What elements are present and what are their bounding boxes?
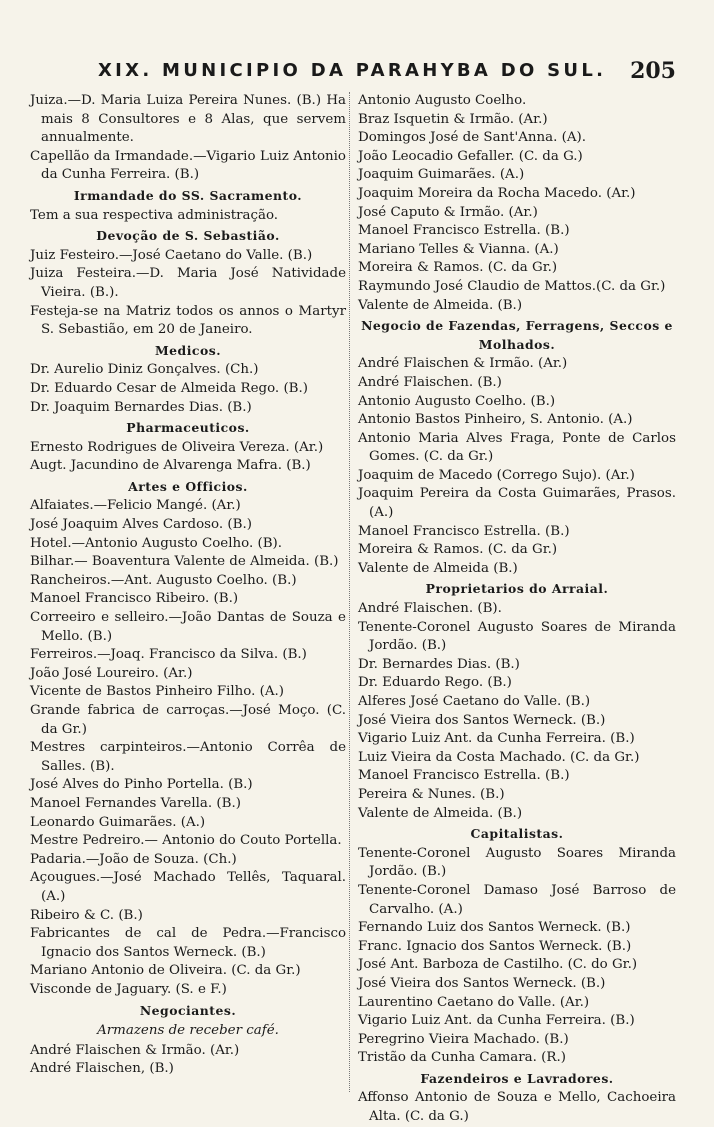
section-heading: Irmandade do SS. Sacramento. (73, 187, 303, 203)
page-header (40, 58, 680, 88)
section-heading: Devoção de S. Sebastião. (96, 228, 280, 244)
directory-entry: Joaquim Pereira da Costa Guimarães, Prasos. (A.) (358, 486, 676, 521)
page-number: 205 (630, 58, 676, 84)
directory-entry: Antonio Augusto Coelho. (B.) (358, 393, 556, 409)
directory-entry: Antonio Maria Alves Fraga, Ponte de Carlos Gomes. (C. da Gr.) (358, 430, 676, 465)
directory-entry: Joaquim Moreira da Rocha Macedo. (Ar.) (358, 185, 636, 201)
directory-entry: Mariano Telles & Vianna. (A.) (358, 241, 559, 257)
directory-entry: Manoel Fernandes Varella. (B.) (30, 795, 241, 811)
directory-entry: Valente de Almeida. (B.) (358, 297, 523, 313)
directory-entry: Moreira & Ramos. (C. da Gr.) (358, 542, 558, 558)
directory-entry: Tenente-Coronel Augusto Soares de Miranda Jordão. (B.) (358, 619, 676, 654)
directory-entry: André Flaischen. (B.) (358, 374, 502, 390)
directory-entry: Dr. Joaquim Bernardes Dias. (B.) (30, 399, 252, 415)
directory-entry: Leonardo Guimarães. (A.) (30, 814, 206, 830)
directory-entry: Correeiro e selleiro.—João Dantas de Souza e Mello. (B.) (30, 610, 346, 644)
directory-entry: Luiz Vieira da Costa Machado. (C. da Gr.) (358, 749, 640, 765)
right-column (358, 92, 676, 1127)
directory-entry: Grande fabrica de carroças.—José Moço. (C. da Gr.) (30, 703, 346, 737)
page-title: XIX. MUNICIPIO DA PARAHYBA DO SUL. (98, 60, 607, 81)
directory-entry: Juiza Festeira.—D. Maria José Natividade Vieira. (B.). (30, 266, 346, 300)
directory-entry: Affonso Antonio de Souza e Mello, Cachoeira Alta. (C. da G.) (358, 1090, 676, 1125)
directory-entry: Domingos José de Sant'Anna. (A). (358, 130, 587, 146)
directory-entry: Mestre Pedreiro.— Antonio do Couto Portella. (30, 833, 342, 849)
directory-entry: Joaquim Guimarães. (A.) (358, 167, 525, 183)
directory-entry: Capellão da Irmandade.—Vigario Luiz Antonio da Cunha Ferreira. (B.) (30, 148, 346, 183)
directory-entry: Tenente-Coronel Damaso José Barroso de Carvalho. (A.) (358, 882, 676, 917)
directory-entry: Augt. Jacundino de Alvarenga Mafra. (B.) (30, 458, 311, 474)
directory-entry: Fernando Luiz dos Santos Werneck. (B.) (358, 920, 631, 936)
section-heading: Artes e Officios. (128, 478, 248, 494)
directory-entry: Bilhar.— Boaventura Valente de Almeida. (B.) (30, 554, 339, 570)
section-heading: Medicos. (154, 342, 222, 358)
section-heading: Proprietarios do Arraial. (425, 581, 609, 597)
directory-entry: Vicente de Bastos Pinheiro Filho. (A.) (30, 684, 285, 700)
section-heading: Negociantes. (139, 1002, 237, 1018)
directory-entry: Antonio Augusto Coelho. (358, 93, 527, 108)
directory-entry: Hotel.—Antonio Augusto Coelho. (B). (30, 535, 283, 551)
directory-entry: Ernesto Rodrigues de Oliveira Vereza. (Ar.) (30, 439, 324, 455)
section-heading: Negocio de Fazendas, Ferragens, Seccos e Molhados. (361, 318, 673, 352)
directory-entry: André Flaischen & Irmão. (Ar.) (358, 356, 568, 372)
directory-entry: Ribeiro & C. (B.) (30, 907, 143, 923)
directory-entry: Joaquim de Macedo (Corrego Sujo). (Ar.) (358, 467, 635, 483)
directory-entry: Dr. Eduardo Cesar de Almeida Rego. (B.) (30, 380, 308, 396)
directory-entry: Alferes José Caetano do Valle. (B.) (358, 694, 591, 709)
directory-entry: Alfaiates.—Felicio Mangé. (Ar.) (30, 498, 241, 514)
directory-entry: Tristão da Cunha Camara. (R.) (358, 1050, 566, 1066)
directory-entry: José Ant. Barboza de Castilho. (C. do Gr.) (358, 957, 638, 973)
directory-entry: Peregrino Vieira Machado. (B.) (358, 1031, 569, 1047)
directory-entry: José Alves do Pinho Portella. (B.) (30, 777, 253, 793)
directory-entry: Manoel Francisco Estrella. (B.) (358, 523, 570, 539)
section-subheading: Armazens de receber café. (97, 1023, 279, 1039)
directory-entry: Braz Isquetin & Irmão. (Ar.) (358, 111, 548, 127)
directory-entry: Fabricantes de cal de Pedra.—Francisco Ignacio dos Santos Werneck. (B.) (30, 926, 346, 960)
directory-entry: Juiza.—D. Maria Luiza Pereira Nunes. (B.) Ha mais 8 Consultores e 8 Alas, que servem annualmente. (30, 93, 346, 146)
directory-entry: Manoel Francisco Estrella. (B.) (358, 768, 570, 784)
directory-entry: Dr. Aurelio Diniz Gonçalves. (Ch.) (30, 362, 259, 378)
directory-entry: Visconde de Jaguary. (S. e F.) (30, 981, 227, 997)
directory-entry: Laurentino Caetano do Valle. (Ar.) (358, 994, 590, 1010)
directory-entry: João José Loureiro. (Ar.) (30, 665, 193, 681)
directory-entry: Antonio Bastos Pinheiro, S. Antonio. (A.) (358, 412, 633, 428)
directory-entry: Manoel Francisco Estrella. (B.) (358, 223, 570, 239)
directory-entry: Valente de Almeida. (B.) (358, 805, 523, 821)
column-divider (349, 92, 351, 1092)
directory-entry: Franc. Ignacio dos Santos Werneck. (B.) (358, 938, 632, 954)
directory-entry: Juiz Festeiro.—José Caetano do Valle. (B.) (30, 247, 313, 263)
left-column (30, 92, 346, 1079)
directory-entry: Vigario Luiz Ant. da Cunha Ferreira. (B.) (358, 731, 635, 747)
directory-entry: José Vieira dos Santos Werneck. (B.) (358, 712, 606, 728)
directory-entry: Pereira & Nunes. (B.) (358, 786, 505, 802)
directory-entry: José Caputo & Irmão. (Ar.) (358, 204, 538, 220)
directory-entry: Ferreiros.—Joaq. Francisco da Silva. (B.) (30, 647, 307, 663)
directory-entry: Vigario Luiz Ant. da Cunha Ferreira. (B.) (358, 1013, 635, 1029)
section-heading: Capitalistas. (470, 826, 564, 842)
directory-entry: José Joaquim Alves Cardoso. (B.) (30, 517, 252, 533)
directory-entry: Mestres carpinteiros.—Antonio Corrêa de Salles. (B). (30, 740, 346, 774)
directory-entry: Tenente-Coronel Augusto Soares Miranda Jordão. (B.) (358, 845, 676, 880)
directory-entry: Dr. Eduardo Rego. (B.) (358, 675, 512, 691)
section-heading: Fazendeiros e Lavradores. (420, 1070, 614, 1086)
directory-entry: Valente de Almeida (B.) (358, 560, 518, 576)
directory-entry: Dr. Bernardes Dias. (B.) (358, 656, 520, 672)
directory-entry: André Flaischen, (B.) (30, 1061, 174, 1077)
directory-entry: Festeja-se na Matriz todos os annos o Martyr S. Sebastião, em 20 de Janeiro. (30, 303, 346, 338)
directory-entry: André Flaischen & Irmão. (Ar.) (30, 1042, 240, 1058)
directory-entry: Padaria.—João de Souza. (Ch.) (30, 851, 237, 867)
directory-entry: José Vieira dos Santos Werneck. (B.) (358, 975, 606, 991)
directory-entry: Moreira & Ramos. (C. da Gr.) (358, 260, 558, 276)
directory-entry: André Flaischen. (B). (358, 601, 502, 617)
directory-entry: Rancheiros.—Ant. Augusto Coelho. (B.) (30, 572, 297, 588)
directory-entry: Manoel Francisco Ribeiro. (B.) (30, 591, 239, 607)
directory-entry: Tem a sua respectiva administração. (30, 207, 279, 223)
section-heading: Pharmaceuticos. (126, 420, 250, 436)
directory-entry: João Leocadio Gefaller. (C. da G.) (358, 148, 583, 164)
directory-entry: Raymundo José Claudio de Mattos.(C. da Gr.) (358, 278, 666, 294)
directory-entry: Açougues.—José Machado Tellês, Taquaral. (A.) (30, 870, 346, 904)
directory-entry: Mariano Antonio de Oliveira. (C. da Gr.) (30, 963, 301, 979)
